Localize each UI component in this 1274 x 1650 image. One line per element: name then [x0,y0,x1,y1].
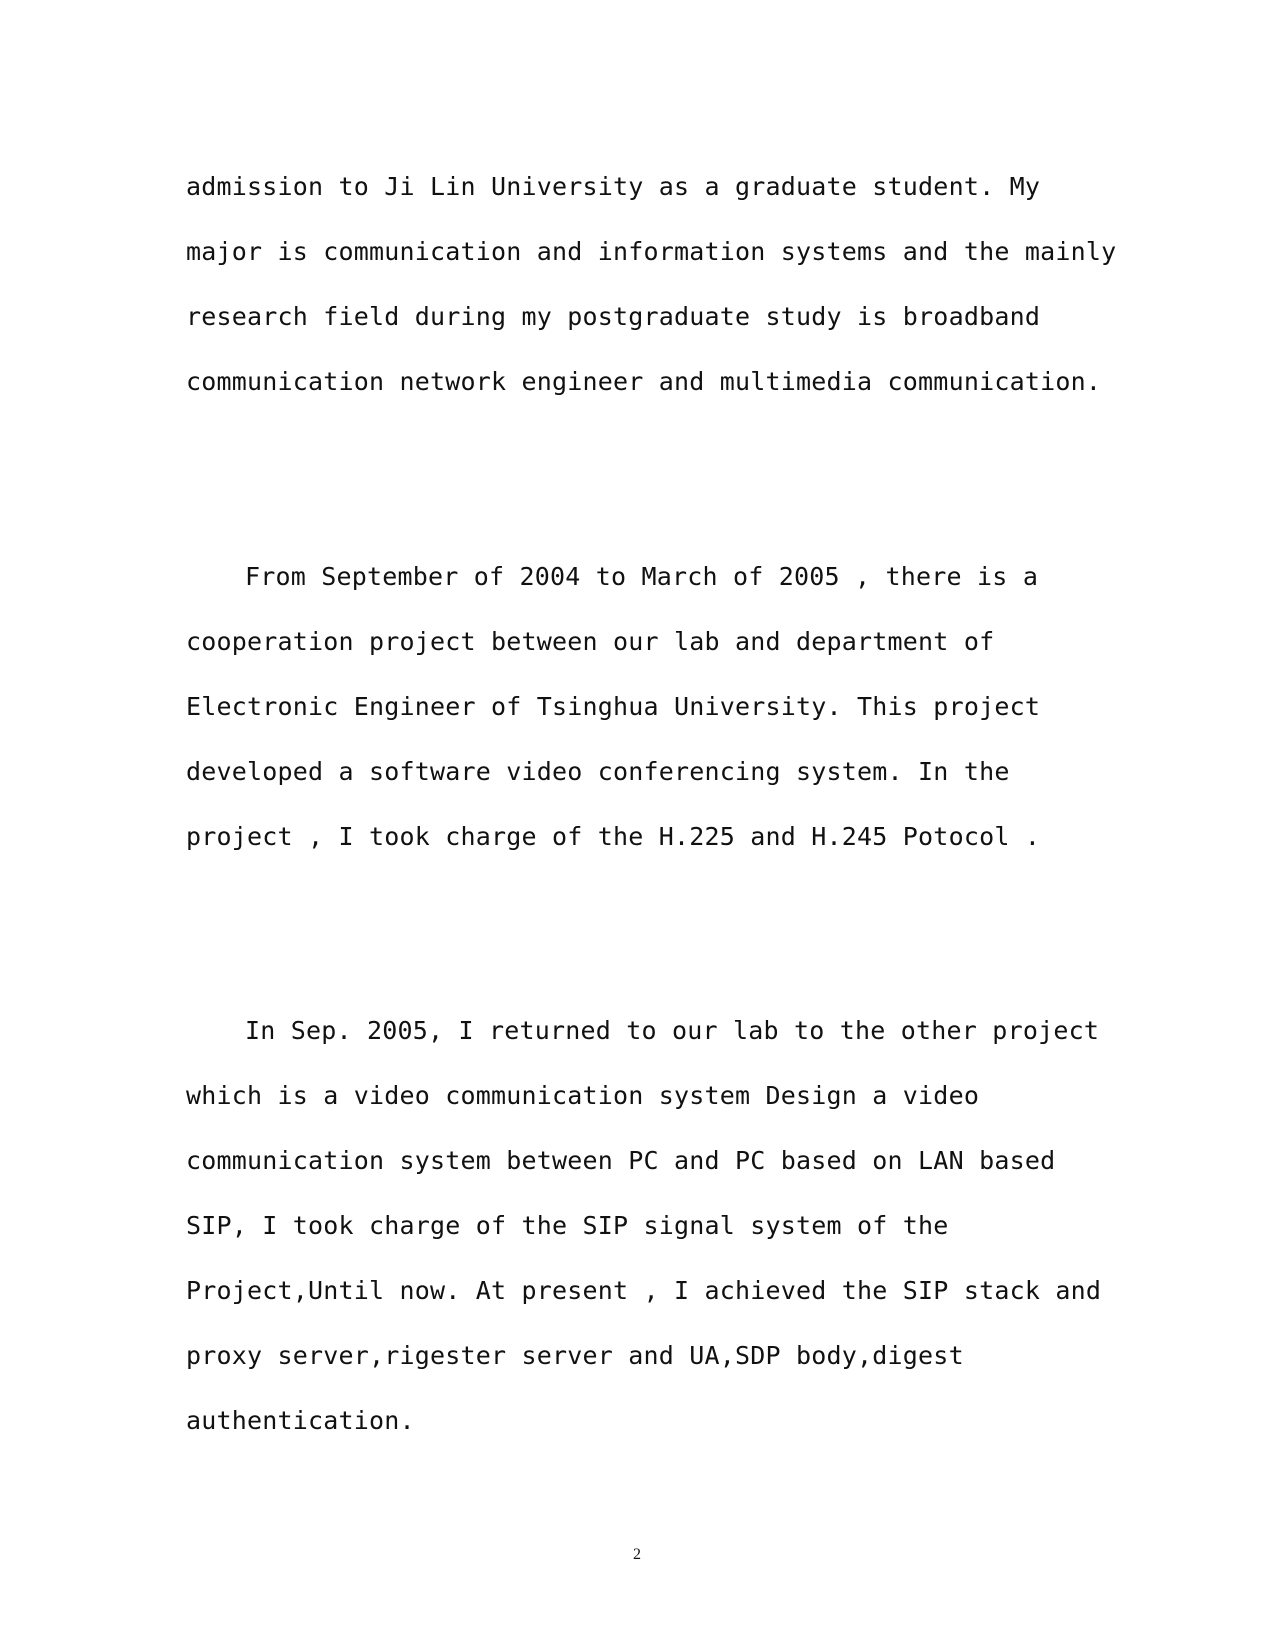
text-line: SIP, I took charge of the SIP signal system of the [186,1211,949,1240]
text-line: In Sep. 2005, I returned to our lab to the other project [245,1016,1100,1045]
text-line: cooperation project between our lab and department of [186,627,995,656]
text-line: project , I took charge of the H.225 and H.245 Potocol . [186,822,1041,851]
text-line: which is a video communication system Design a video [186,1081,980,1110]
page-number: 2 [633,1546,641,1563]
text-line: From September of 2004 to March of 2005 , there is a [245,562,1039,591]
text-line: research field during my postgraduate study is broadband [186,302,1041,331]
text-line: admission to Ji Lin University as a graduate student. My [186,172,1041,201]
text-line: authentication. [186,1406,415,1435]
text-line: major is communication and information systems and the mainly [186,237,1117,266]
text-line: communication network engineer and multimedia communication. [186,367,1102,396]
text-line: Electronic Engineer of Tsinghua University. This project [186,692,1041,721]
text-line: developed a software video conferencing system. In the [186,757,1010,786]
text-line: communication system between PC and PC based on LAN based [186,1146,1056,1175]
text-line: Project,Until now. At present , I achieved the SIP stack and [186,1276,1102,1305]
text-line: proxy server,rigester server and UA,SDP body,digest [186,1341,964,1370]
